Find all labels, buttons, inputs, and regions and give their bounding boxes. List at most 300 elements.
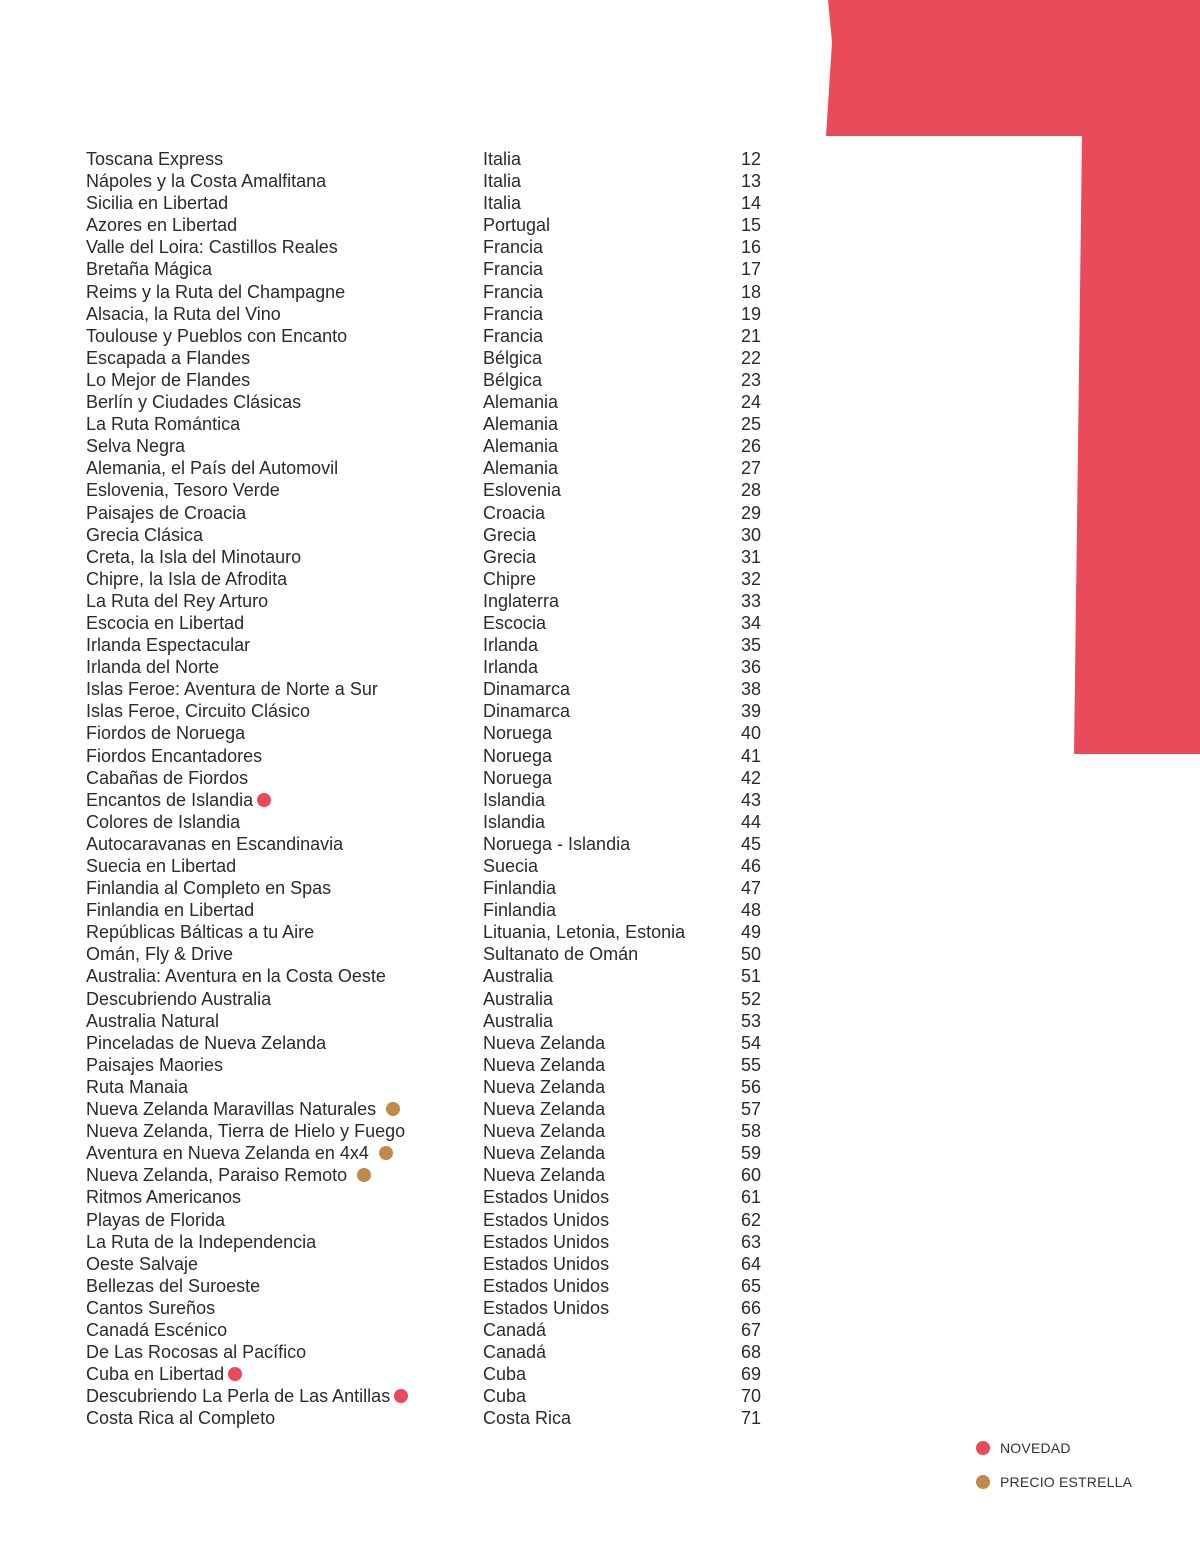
index-row xyxy=(86,1098,786,1120)
trip-page-number: 47 xyxy=(740,878,762,899)
trip-title-text: Cantos Sureños xyxy=(86,1297,216,1318)
index-row xyxy=(86,943,786,965)
trip-title xyxy=(86,281,345,303)
novedad-dot-icon xyxy=(228,1367,242,1381)
trip-title-text: Descubriendo Australia xyxy=(86,988,272,1009)
trip-title xyxy=(86,502,246,524)
trip-title-text: De Las Rocosas al Pacífico xyxy=(86,1342,307,1363)
index-row xyxy=(86,258,786,280)
trip-country: Grecia xyxy=(483,546,537,567)
trip-country: Finlandia xyxy=(483,900,557,921)
trip-country: Nueva Zelanda xyxy=(483,1099,606,1120)
index-row xyxy=(86,546,786,568)
trip-title xyxy=(86,855,236,877)
trip-title-text: Azores en Libertad xyxy=(86,215,238,236)
trip-title xyxy=(86,678,378,700)
index-row xyxy=(86,391,786,413)
trip-title xyxy=(86,634,250,656)
trip-title xyxy=(86,236,338,258)
trip-title xyxy=(86,1120,405,1142)
index-row xyxy=(86,1209,786,1231)
index-row xyxy=(86,722,786,744)
trip-title-text: Islas Feroe: Aventura de Norte a Sur xyxy=(86,679,378,700)
trip-title-text: Toulouse y Pueblos con Encanto xyxy=(86,325,348,346)
trip-title xyxy=(86,1231,316,1253)
trip-page-number: 22 xyxy=(740,347,762,368)
trip-page-number: 36 xyxy=(740,657,762,678)
trip-title-text: Creta, la Isla del Minotauro xyxy=(86,546,302,567)
trip-title xyxy=(86,303,281,325)
index-row xyxy=(86,1319,786,1341)
trip-title-text: Encantos de Islandia xyxy=(86,789,254,810)
trip-page-number: 61 xyxy=(740,1187,762,1208)
trip-page-number: 62 xyxy=(740,1209,762,1230)
trip-title xyxy=(86,656,219,678)
trip-title xyxy=(86,1164,371,1186)
trip-title xyxy=(86,877,331,899)
trip-country: Noruega xyxy=(483,745,553,766)
trip-title-text: Ruta Manaia xyxy=(86,1076,189,1097)
index-row xyxy=(86,899,786,921)
trip-title xyxy=(86,1186,241,1208)
trip-country: Nueva Zelanda xyxy=(483,1121,606,1142)
trip-page-number: 40 xyxy=(740,723,762,744)
trip-title-text: Irlanda Espectacular xyxy=(86,635,251,656)
trip-country: Italia xyxy=(483,171,522,192)
index-row xyxy=(86,148,786,170)
trip-page-number: 13 xyxy=(740,171,762,192)
legend-precio-estrella-label: PRECIO ESTRELLA xyxy=(1000,1474,1133,1490)
trip-title-text: Chipre, la Isla de Afrodita xyxy=(86,568,288,589)
red-corner-block xyxy=(826,0,1200,754)
trip-country: Lituania, Letonia, Estonia xyxy=(483,922,686,943)
index-row xyxy=(86,1010,786,1032)
index-row xyxy=(86,281,786,303)
trip-title-text: Playas de Florida xyxy=(86,1209,226,1230)
trip-title-text: Cuba en Libertad xyxy=(86,1364,225,1385)
index-row xyxy=(86,1142,786,1164)
trip-title xyxy=(86,479,280,501)
trip-page-number: 25 xyxy=(740,414,762,435)
index-row xyxy=(86,1297,786,1319)
trip-title-text: Autocaravanas en Escandinavia xyxy=(86,833,344,854)
trip-title xyxy=(86,1363,242,1385)
trip-title-text: Selva Negra xyxy=(86,436,186,457)
index-row xyxy=(86,413,786,435)
trip-title-text: Eslovenia, Tesoro Verde xyxy=(86,480,280,501)
index-row xyxy=(86,1186,786,1208)
trip-page-number: 17 xyxy=(740,259,762,280)
index-row xyxy=(86,369,786,391)
trip-page-number: 45 xyxy=(740,833,762,854)
trip-title-text: Nueva Zelanda Maravillas Naturales xyxy=(86,1099,377,1120)
trip-page-number: 38 xyxy=(740,679,762,700)
index-row xyxy=(86,634,786,656)
trip-page-number: 66 xyxy=(740,1297,762,1318)
precio-estrella-dot-icon xyxy=(357,1168,371,1182)
trip-page-number: 34 xyxy=(740,612,762,633)
trip-page-number: 51 xyxy=(740,966,762,987)
trip-title xyxy=(86,1385,408,1407)
trip-country: Grecia xyxy=(483,524,537,545)
trip-country: Islandia xyxy=(483,789,546,810)
trip-page-number: 44 xyxy=(740,811,762,832)
trip-title-text: Finlandia en Libertad xyxy=(86,900,255,921)
trip-title xyxy=(86,811,240,833)
trip-country: Estados Unidos xyxy=(483,1231,610,1252)
trip-page-number: 43 xyxy=(740,789,762,810)
trip-title-text: Grecia Clásica xyxy=(86,524,204,545)
trip-title xyxy=(86,457,338,479)
trip-country: Alemania xyxy=(483,458,559,479)
trip-page-number: 30 xyxy=(740,524,762,545)
index-row xyxy=(86,590,786,612)
trip-country: Francia xyxy=(483,303,544,324)
trip-title-text: Costa Rica al Completo xyxy=(86,1408,276,1429)
trip-country: Noruega xyxy=(483,767,553,788)
trip-page-number: 46 xyxy=(740,856,762,876)
trip-page-number: 57 xyxy=(740,1099,762,1120)
index-row xyxy=(86,192,786,214)
trip-page-number: 41 xyxy=(740,745,762,766)
index-row xyxy=(86,1032,786,1054)
trip-country: Canadá xyxy=(483,1342,547,1363)
trip-title xyxy=(86,1010,219,1032)
trip-page-number: 52 xyxy=(740,988,762,1009)
index-row xyxy=(86,1407,786,1429)
trip-title xyxy=(86,148,223,170)
index-row xyxy=(86,700,786,722)
trip-title xyxy=(86,1032,326,1054)
trip-title xyxy=(86,170,326,192)
trip-page-number: 14 xyxy=(740,193,762,214)
trip-page-number: 33 xyxy=(740,590,762,611)
trip-title-text: La Ruta del Rey Arturo xyxy=(86,590,269,611)
trip-title-text: Nueva Zelanda, Paraiso Remoto xyxy=(86,1165,348,1186)
precio-estrella-dot-icon xyxy=(976,1475,990,1489)
trip-title-text: Finlandia al Completo en Spas xyxy=(86,878,332,899)
trip-page-number: 49 xyxy=(740,922,762,943)
index-row xyxy=(86,325,786,347)
trip-title-text: Cabañas de Fiordos xyxy=(86,767,249,788)
index-row xyxy=(86,236,786,258)
trip-title-text: Alsacia, la Ruta del Vino xyxy=(86,303,281,324)
trip-title-text: Oeste Salvaje xyxy=(86,1253,199,1274)
legend-novedad-label: NOVEDAD xyxy=(1000,1440,1071,1456)
trip-country: Eslovenia xyxy=(483,480,562,501)
trip-page-number: 64 xyxy=(740,1253,762,1274)
trip-page-number: 65 xyxy=(740,1275,762,1296)
trip-page-number: 15 xyxy=(740,215,762,236)
trip-country: Alemania xyxy=(483,436,559,457)
trip-page-number: 39 xyxy=(740,701,762,722)
trip-country: Italia xyxy=(483,193,522,214)
trip-page-number: 26 xyxy=(740,436,762,457)
trip-page-number: 48 xyxy=(740,900,762,921)
index-row xyxy=(86,1054,786,1076)
trip-title xyxy=(86,1341,306,1363)
trip-country: Canadá xyxy=(483,1319,547,1340)
trip-title xyxy=(86,1076,188,1098)
trip-country: Nueva Zelanda xyxy=(483,1165,606,1186)
trip-page-number: 54 xyxy=(740,1032,762,1053)
trip-title xyxy=(86,988,271,1010)
trip-country: Australia xyxy=(483,966,554,987)
trip-title-text: La Ruta Romántica xyxy=(86,414,241,435)
trip-country: Irlanda xyxy=(483,657,539,678)
trip-country: Noruega - Islandia xyxy=(483,833,631,854)
trip-page-number: 28 xyxy=(740,480,762,501)
trip-title-text: La Ruta de la Independencia xyxy=(86,1231,317,1252)
trip-country: Noruega xyxy=(483,723,553,744)
trip-title-text: Escocia en Libertad xyxy=(86,612,245,633)
trip-page-number: 68 xyxy=(740,1342,762,1363)
trip-page-number: 21 xyxy=(740,325,762,346)
trip-page-number: 69 xyxy=(740,1364,762,1385)
trip-title-text: Pinceladas de Nueva Zelanda xyxy=(86,1032,327,1053)
index-row xyxy=(86,1275,786,1297)
trip-country: Alemania xyxy=(483,414,559,435)
index-row xyxy=(86,833,786,855)
trip-page-number: 55 xyxy=(740,1054,762,1075)
trip-page-number: 24 xyxy=(740,392,762,413)
trip-country: Dinamarca xyxy=(483,679,571,700)
trip-title-text: Australia: Aventura en la Costa Oeste xyxy=(86,966,386,987)
trip-title xyxy=(86,1054,223,1076)
trip-title-text: Escapada a Flandes xyxy=(86,347,251,368)
index-row xyxy=(86,1076,786,1098)
trip-title xyxy=(86,1319,227,1341)
index-row xyxy=(86,568,786,590)
trip-page-number: 58 xyxy=(740,1121,762,1142)
novedad-dot-icon xyxy=(257,793,271,807)
index-row xyxy=(86,502,786,524)
trip-country: Finlandia xyxy=(483,878,557,899)
destination-index-list xyxy=(86,148,786,1429)
trip-title-text: Suecia en Libertad xyxy=(86,856,237,876)
trip-country: Estados Unidos xyxy=(483,1275,610,1296)
trip-title xyxy=(86,391,301,413)
trip-title xyxy=(86,1209,225,1231)
trip-country: Nueva Zelanda xyxy=(483,1143,606,1164)
trip-title-text: Islas Feroe, Circuito Clásico xyxy=(86,701,311,722)
index-row xyxy=(86,170,786,192)
trip-country: Cuba xyxy=(483,1364,527,1385)
trip-country: Italia xyxy=(483,149,522,169)
index-row xyxy=(86,1253,786,1275)
trip-title xyxy=(86,413,240,435)
trip-title xyxy=(86,612,244,634)
trip-title-text: Bretaña Mágica xyxy=(86,259,213,280)
trip-title-text: Paisajes Maories xyxy=(86,1054,224,1075)
trip-country: Estados Unidos xyxy=(483,1209,610,1230)
trip-country: Estados Unidos xyxy=(483,1187,610,1208)
trip-title xyxy=(86,700,310,722)
trip-title-text: Fiordos de Noruega xyxy=(86,723,246,744)
trip-title-text: Aventura en Nueva Zelanda en 4x4 xyxy=(86,1143,369,1164)
trip-title xyxy=(86,568,287,590)
index-row xyxy=(86,457,786,479)
trip-country: Suecia xyxy=(483,856,539,876)
index-row xyxy=(86,656,786,678)
trip-country: Cuba xyxy=(483,1386,527,1407)
trip-title xyxy=(86,192,228,214)
trip-country: Irlanda xyxy=(483,635,539,656)
trip-page-number: 29 xyxy=(740,502,762,523)
trip-title-text: Bellezas del Suroeste xyxy=(86,1275,261,1296)
trip-title xyxy=(86,435,185,457)
trip-country: Bélgica xyxy=(483,347,543,368)
trip-title xyxy=(86,943,233,965)
trip-title xyxy=(86,745,262,767)
trip-country: Nueva Zelanda xyxy=(483,1054,606,1075)
trip-page-number: 50 xyxy=(740,944,762,965)
trip-title-text: Omán, Fly & Drive xyxy=(86,944,234,965)
index-row xyxy=(86,767,786,789)
trip-page-number: 67 xyxy=(740,1319,762,1340)
trip-title-text: Berlín y Ciudades Clásicas xyxy=(86,392,302,413)
index-row xyxy=(86,303,786,325)
trip-page-number: 70 xyxy=(740,1386,762,1407)
trip-country: Estados Unidos xyxy=(483,1297,610,1318)
trip-country: Croacia xyxy=(483,502,546,523)
index-row xyxy=(86,435,786,457)
trip-page-number: 53 xyxy=(740,1010,762,1031)
index-row xyxy=(86,612,786,634)
novedad-dot-icon xyxy=(976,1441,990,1455)
trip-page-number: 31 xyxy=(740,546,762,567)
trip-title xyxy=(86,347,250,369)
trip-title xyxy=(86,1142,393,1164)
trip-country: Costa Rica xyxy=(483,1408,572,1429)
trip-title xyxy=(86,369,250,391)
index-row xyxy=(86,678,786,700)
trip-title-text: Toscana Express xyxy=(86,149,224,169)
trip-title xyxy=(86,546,301,568)
trip-country: Nueva Zelanda xyxy=(483,1032,606,1053)
trip-title xyxy=(86,965,386,987)
trip-title xyxy=(86,899,254,921)
trip-title xyxy=(86,789,271,811)
trip-page-number: 59 xyxy=(740,1143,762,1164)
trip-page-number: 60 xyxy=(740,1165,762,1186)
trip-title-text: Descubriendo La Perla de Las Antillas xyxy=(86,1386,391,1407)
trip-title-text: Paisajes de Croacia xyxy=(86,502,247,523)
trip-title-text: Fiordos Encantadores xyxy=(86,745,263,766)
trip-country: Australia xyxy=(483,1010,554,1031)
index-row xyxy=(86,1164,786,1186)
trip-title xyxy=(86,1297,215,1319)
index-row xyxy=(86,1231,786,1253)
trip-country: Chipre xyxy=(483,568,537,589)
trip-title-text: Reims y la Ruta del Champagne xyxy=(86,281,346,302)
trip-page-number: 16 xyxy=(740,237,762,258)
trip-title-text: Lo Mejor de Flandes xyxy=(86,369,251,390)
trip-title-text: Valle del Loira: Castillos Reales xyxy=(86,237,338,258)
trip-title xyxy=(86,524,203,546)
trip-title xyxy=(86,590,268,612)
trip-title xyxy=(86,833,343,855)
trip-country: Francia xyxy=(483,325,544,346)
trip-title-text: Ritmos Americanos xyxy=(86,1187,242,1208)
trip-title xyxy=(86,258,212,280)
trip-page-number: 23 xyxy=(740,369,762,390)
trip-page-number: 63 xyxy=(740,1231,762,1252)
index-row xyxy=(86,1341,786,1363)
trip-title xyxy=(86,1253,198,1275)
trip-page-number: 18 xyxy=(740,281,762,302)
trip-country: Alemania xyxy=(483,392,559,413)
trip-title xyxy=(86,1098,400,1120)
precio-estrella-dot-icon xyxy=(379,1146,393,1160)
trip-title xyxy=(86,1275,260,1297)
legend-novedad xyxy=(976,1440,1071,1456)
index-row xyxy=(86,811,786,833)
trip-title xyxy=(86,325,347,347)
index-row xyxy=(86,479,786,501)
trip-country: Portugal xyxy=(483,215,551,236)
index-row xyxy=(86,921,786,943)
trip-title-text: Sicilia en Libertad xyxy=(86,193,229,214)
trip-title xyxy=(86,921,314,943)
precio-estrella-dot-icon xyxy=(386,1102,400,1116)
trip-page-number: 12 xyxy=(740,149,762,169)
novedad-dot-icon xyxy=(394,1389,408,1403)
trip-title-text: Nueva Zelanda, Tierra de Hielo y Fuego xyxy=(86,1121,406,1142)
index-row xyxy=(86,1385,786,1407)
trip-country: Francia xyxy=(483,237,544,258)
trip-page-number: 56 xyxy=(740,1076,762,1097)
trip-title-text: Nápoles y la Costa Amalfitana xyxy=(86,171,327,192)
trip-title-text: Alemania, el País del Automovil xyxy=(86,458,339,479)
trip-country: Francia xyxy=(483,281,544,302)
trip-title xyxy=(86,722,245,744)
trip-country: Islandia xyxy=(483,811,546,832)
trip-country: Dinamarca xyxy=(483,701,571,722)
trip-title-text: Colores de Islandia xyxy=(86,811,241,832)
trip-title-text: Irlanda del Norte xyxy=(86,657,220,678)
index-row xyxy=(86,1120,786,1142)
trip-country: Sultanato de Omán xyxy=(483,944,639,965)
trip-title xyxy=(86,1407,275,1429)
index-row xyxy=(86,855,786,877)
trip-page-number: 71 xyxy=(740,1408,762,1429)
index-row xyxy=(86,988,786,1010)
trip-page-number: 42 xyxy=(740,767,762,788)
legend-precio-estrella xyxy=(976,1474,1132,1490)
trip-country: Inglaterra xyxy=(483,590,560,611)
trip-country: Bélgica xyxy=(483,369,543,390)
index-row xyxy=(86,789,786,811)
trip-page-number: 19 xyxy=(740,303,762,324)
trip-title-text: Canadá Escénico xyxy=(86,1319,228,1340)
trip-country: Australia xyxy=(483,988,554,1009)
trip-country: Francia xyxy=(483,259,544,280)
index-row xyxy=(86,524,786,546)
trip-title-text: Australia Natural xyxy=(86,1010,220,1031)
trip-country: Escocia xyxy=(483,612,547,633)
trip-title xyxy=(86,767,248,789)
trip-page-number: 32 xyxy=(740,568,762,589)
index-row xyxy=(86,965,786,987)
trip-country: Nueva Zelanda xyxy=(483,1076,606,1097)
trip-page-number: 27 xyxy=(740,458,762,479)
trip-page-number: 35 xyxy=(740,635,762,656)
index-row xyxy=(86,877,786,899)
index-row xyxy=(86,347,786,369)
index-row xyxy=(86,745,786,767)
trip-country: Estados Unidos xyxy=(483,1253,610,1274)
